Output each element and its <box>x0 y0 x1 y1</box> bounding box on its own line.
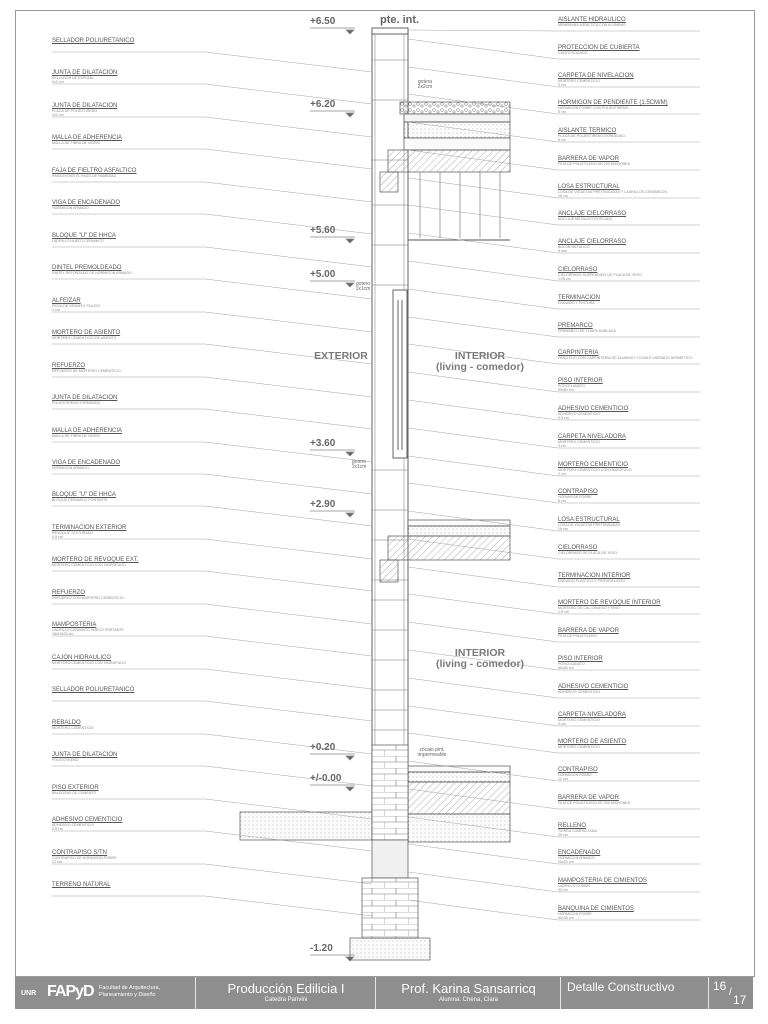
annotation-desc: FILM DE POLIETILENO <box>558 634 597 638</box>
page-total: 17 <box>733 993 747 1007</box>
right-annotation <box>558 573 630 583</box>
leader-line <box>408 706 558 726</box>
annotation-title: LOSA ESTRUCTURAL <box>558 517 620 523</box>
annotation-desc: MORTERO CEMENTICIO CON HIDROFUGO <box>52 661 126 665</box>
annotation-desc: BALDOSAS DE CEMENTO <box>52 791 97 795</box>
annotation-desc: ENDUIDO PLASTICO Y PINTURA LATEX <box>558 579 626 583</box>
annotation-desc: HORMIGON POBRE 8 cm <box>558 495 592 504</box>
left-annotation <box>52 330 120 340</box>
annotation-desc: MALLA DE FIBRA DE VIDRIO <box>52 141 101 145</box>
annotation-title: PROTECCION DE CUBIERTA <box>558 45 640 51</box>
right-annotation <box>558 378 603 392</box>
annotation-title: PISO EXTERIOR <box>52 785 99 791</box>
annotation-desc: MORTERO CEMENTICIO 3 cm <box>558 718 600 727</box>
leader-line <box>205 84 372 104</box>
annotation-title: RELLENO <box>558 823 587 829</box>
page-separator: / <box>729 987 732 998</box>
annotation-title: ADHESIVO CEMENTICIO <box>558 406 629 412</box>
annotation-desc: CIELORRASO DE PLACA DE YESO <box>558 551 618 555</box>
leader-line <box>408 678 558 698</box>
annotation-title: MAMPOSTERIA <box>52 622 97 628</box>
professor-cell <box>375 977 561 1009</box>
leader-line <box>408 289 558 309</box>
left-annotation <box>52 785 99 795</box>
annotation-desc: CIELORRASO SUSPENDIDO DE PLACA DE YESO 1.25 cm <box>558 273 642 282</box>
annotation-desc: MORTERO CEMENTICIO CON HIDROFUGO 2 cm <box>558 468 632 477</box>
annotation-desc: LADRILLO CERAMICO HUECO PORTANTE 18x19x33 cm <box>52 628 124 637</box>
leader-line <box>408 261 558 281</box>
right-annotation <box>558 73 634 87</box>
right-annotation <box>558 600 661 614</box>
right-annotation <box>558 795 630 805</box>
annotation-title: ANCLAJE CIELORRASO <box>558 239 627 245</box>
annotation-title: CARPETA NIVELADORA <box>558 434 626 440</box>
annotation-title: TERMINACION INTERIOR <box>558 573 631 579</box>
level-arrow <box>346 756 354 760</box>
annotation-title: PISO INTERIOR <box>558 378 603 384</box>
right-annotation <box>558 156 630 166</box>
title-block <box>15 977 753 1009</box>
left-annotation <box>52 70 117 84</box>
annotation-desc: MORTERO CEMENTICIO DE ASIENTO <box>52 336 117 340</box>
annotation-title: CONTRAPISO S/TN <box>52 850 108 856</box>
annotation-title: CONTRAPISO <box>558 767 598 773</box>
right-annotation <box>558 128 625 142</box>
right-annotation <box>558 462 632 476</box>
left-annotation <box>52 687 134 693</box>
annotation-desc: ANCLAJE METALICO ROSCADO <box>558 217 613 221</box>
annotation-desc: PORCELANATO 60x60 cm <box>558 662 585 671</box>
annotation-desc: POLIESTIRENO EXPANDIDO <box>52 401 101 405</box>
left-annotation <box>52 590 124 600</box>
leader-line <box>205 539 372 559</box>
student-name: Alumna: Chena, Clara <box>438 997 499 1003</box>
annotation-title: CARPETA DE NIVELACION <box>558 73 634 79</box>
leader-line <box>205 409 372 429</box>
annotation-title: ADHESIVO CEMENTICIO <box>558 684 629 690</box>
annotation-title: ENCADENADO <box>558 850 601 856</box>
annotation-title: BARRERA DE VAPOR <box>558 628 619 634</box>
annotation-title: TERRENO NATURAL <box>52 882 111 888</box>
leader-line <box>205 182 372 202</box>
left-annotation <box>52 492 116 502</box>
leader-line <box>408 900 558 920</box>
annotation-title: CARPETA NIVELADORA <box>558 712 626 718</box>
annotation-desc: CANTO RODADO <box>558 51 588 55</box>
level-arrow <box>346 787 354 791</box>
interior-label-upper: INTERIOR (living - comedor) <box>435 350 525 373</box>
leader-line <box>408 567 558 587</box>
right-annotation <box>558 295 600 305</box>
annotation-title: TERMINACION <box>558 295 600 301</box>
annotation-desc: DINTEL REFORZADO DE HORMIGON ARMADO <box>52 271 132 275</box>
annotation-desc: FILM DE POLIETILENO DE 200 MICRONES <box>558 801 631 805</box>
annotation-desc: MEMBRANA ASFALTICA CON ALUMINIO <box>558 23 626 27</box>
annotation-title: CAJON HIDRAULICO <box>52 655 112 661</box>
annotation-desc: PIEZA DE GRANITO PULIDO 2 cm <box>52 304 100 313</box>
right-annotation <box>558 739 626 749</box>
annotation-desc: MORTERO CEMENTICIO <box>52 726 94 730</box>
left-annotation <box>52 460 120 470</box>
sheet-title-cell <box>560 977 709 1009</box>
annotation-desc: ADHESIVO CEMENTICIO 0.5 cm <box>558 412 601 421</box>
annotation-title: MALLA DE ADHERENCIA <box>52 428 123 434</box>
right-annotation <box>558 350 692 360</box>
left-annotation <box>52 525 126 539</box>
annotation-title: REFUERZO <box>52 363 85 369</box>
leader-line <box>408 428 558 448</box>
annotation-desc: ADHESIVO CEMENTICIO <box>558 690 601 694</box>
left-annotation <box>52 395 117 405</box>
left-annotation <box>52 103 117 117</box>
leader-line <box>408 30 558 31</box>
annotation-desc: CONTRAPISO DE HORMIGON POBRE 12 cm <box>52 856 117 865</box>
professor-name: Prof. Karina Sansarricq <box>401 981 536 996</box>
right-annotation <box>558 628 619 638</box>
annotation-title: AISLANTE TERMICO <box>558 128 617 134</box>
zocalo-note: zócalo pint. impermeable <box>417 747 447 758</box>
annotation-desc: ADHESIVO CEMENTICIO 0.5 cm <box>52 823 95 832</box>
leader-line <box>408 594 558 614</box>
annotation-desc: PARA EVITAR EL PASO DE HUMEDAD <box>52 174 117 178</box>
annotation-desc: MORTERO CEMENTICIO <box>558 745 600 749</box>
annotation-title: BLOQUE "U" DE HHCA <box>52 492 116 498</box>
leader-line <box>205 734 372 754</box>
chair-name: Catedra Panvini <box>264 997 308 1003</box>
right-annotation <box>558 712 626 726</box>
right-annotation <box>558 45 639 55</box>
course-cell <box>195 977 376 1009</box>
annotation-title: VIGA DE ENCADENADO <box>52 460 121 466</box>
annotation-desc: LOSA DE VIGUETAS PRETENSADAS 16 cm <box>558 523 621 532</box>
level-arrow <box>346 239 354 243</box>
level-marker: -1.20 <box>310 943 333 954</box>
annotation-title: CIELORRASO <box>558 545 598 551</box>
leader-line <box>205 571 372 591</box>
annotation-desc: ENDUIDO Y PINTURA <box>558 301 595 305</box>
leader-line <box>408 456 558 476</box>
annotation-title: MALLA DE ADHERENCIA <box>52 135 123 141</box>
level-marker: +/-0.00 <box>310 773 342 784</box>
annotation-title: DINTEL PREMOLDEADO <box>52 265 122 271</box>
annotation-desc: MORTERO CEMENTICIO 3 cm <box>558 79 600 88</box>
leader-line <box>408 622 558 642</box>
annotation-desc: REVOQUE TEXTURADO 0.5 cm <box>52 531 94 540</box>
annotation-title: JUNTA DE DILATACION <box>52 752 118 758</box>
left-annotation <box>52 655 126 665</box>
right-annotation <box>558 767 598 781</box>
leader-line <box>205 506 372 526</box>
page-number-cell <box>708 977 754 1009</box>
annotation-desc: REFUERZO DE MORTERO CEMENTICIO <box>52 369 121 373</box>
level-marker: +5.00 <box>310 269 336 280</box>
leader-line <box>205 474 372 494</box>
right-annotation <box>558 406 628 420</box>
annotation-title: ALFEIZAR <box>52 298 81 304</box>
annotation-title: MORTERO DE REVOQUE INTERIOR <box>558 600 661 606</box>
annotation-desc: HORMIGON ARMADO 20x20 cm <box>558 856 595 865</box>
leader-line <box>205 636 372 656</box>
right-annotation <box>558 684 628 694</box>
annotation-desc: BULON METALICO 8 mm <box>558 245 590 254</box>
left-annotation <box>52 622 124 636</box>
leader-line <box>205 117 372 137</box>
annotation-title: TERMINACION EXTERIOR <box>52 525 127 531</box>
annotation-desc: REFUERZO CON MORTERO CEMENTICIO <box>52 596 124 600</box>
left-annotation <box>52 850 117 864</box>
annotation-desc: HORMIGON POBRE 12 cm <box>558 773 592 782</box>
right-annotation <box>558 267 642 281</box>
level-arrow <box>346 113 354 117</box>
annotation-title: SELLADOR POLIURETANICO <box>52 687 135 693</box>
leader-line <box>205 701 372 721</box>
left-annotation <box>52 200 120 210</box>
left-annotation <box>52 38 134 44</box>
left-annotation <box>52 752 117 762</box>
right-annotation <box>558 100 668 114</box>
right-annotation <box>558 517 620 531</box>
fapyd-logo: FAPyD <box>47 983 94 1000</box>
right-annotation <box>558 184 667 198</box>
annotation-title: MORTERO DE ASIENTO <box>52 330 121 336</box>
level-arrow <box>346 513 354 517</box>
annotation-title: LOSA ESTRUCTURAL <box>558 184 620 190</box>
leader-line <box>205 766 372 786</box>
leader-line <box>205 214 372 234</box>
annotation-desc: TIERRA COMPACTADA 20 cm <box>558 829 597 838</box>
left-annotation <box>52 428 122 438</box>
leader-line <box>408 844 558 864</box>
annotation-desc: HORMIGON ARMADO <box>52 466 89 470</box>
level-arrow <box>346 30 354 34</box>
leader-line <box>205 247 372 267</box>
leader-line <box>205 279 372 299</box>
leader-line <box>205 864 372 884</box>
left-annotation <box>52 168 136 178</box>
annotation-desc: POLIESTIRENO <box>52 758 79 762</box>
annotation-title: FAJA DE FIELTRO ASFALTICO <box>52 168 137 174</box>
interior-label-lower: INTERIOR (living - comedor) <box>435 647 525 670</box>
left-annotation <box>52 233 116 243</box>
annotation-title: JUNTA DE DILATACION <box>52 103 118 109</box>
annotation-title: ADHESIVO CEMENTICIO <box>52 817 123 823</box>
level-marker: +6.20 <box>310 99 336 110</box>
left-annotation <box>52 557 139 567</box>
annotation-title: MORTERO DE ASIENTO <box>558 739 627 745</box>
annotation-title: MORTERO DE REVOQUE EXT. <box>52 557 139 563</box>
annotation-desc: SELLADOR DE ESPUMA 2x2 cm <box>52 76 94 85</box>
level-arrow <box>346 452 354 456</box>
annotation-desc: PAÑO FIJO CON CARPINTERIA DE ALUMINIO Y DOBLE VIDRIADO HERMETICO <box>558 356 693 360</box>
annotation-title: JUNTA DE DILATACION <box>52 70 118 76</box>
leader-line <box>408 233 558 253</box>
annotation-desc: HORMIGON ARMADO <box>52 206 89 210</box>
leader-line <box>205 669 372 689</box>
annotation-title: PREMARCO <box>558 323 593 329</box>
annotation-title: MORTERO CEMENTICIO <box>558 462 628 468</box>
annotation-desc: LADRILLO COMUN 30 cm <box>558 884 590 893</box>
leader-line <box>205 896 372 916</box>
left-annotation <box>52 135 122 145</box>
leader-line <box>205 604 372 624</box>
gotero-note-top: gotera 2x2cm <box>417 79 433 90</box>
annotation-title: BARRERA DE VAPOR <box>558 795 619 801</box>
right-annotation <box>558 323 616 333</box>
annotation-title: BARRERA DE VAPOR <box>558 156 619 162</box>
annotation-title: REFUERZO <box>52 590 85 596</box>
annotation-desc: HORMIGON POBRE 40x30 cm <box>558 912 592 921</box>
leader-line <box>408 205 558 225</box>
leader-line <box>205 377 372 397</box>
annotation-desc: PORCELANATO 60x60 cm <box>558 384 585 393</box>
right-annotation <box>558 489 598 503</box>
right-annotation <box>558 906 634 920</box>
right-annotation <box>558 434 626 448</box>
annotation-title: VIGA DE ENCADENADO <box>52 200 121 206</box>
annotation-title: BANQUINA DE CIMIENTOS <box>558 906 634 912</box>
annotation-desc: PLACA DE POLIESTIRENO 2x2 cm <box>52 109 98 118</box>
annotation-title: AISLANTE HIDRAULICO <box>558 17 626 23</box>
annotation-desc: PREMARCO DE CHAPA DOBLADA <box>558 329 616 333</box>
left-annotation <box>52 817 122 831</box>
leader-line <box>205 52 372 72</box>
leader-line <box>408 400 558 420</box>
annotation-desc: LADRILLO HUECO CERAMICO <box>52 239 104 243</box>
leader-line <box>408 483 558 503</box>
left-annotation <box>52 882 111 888</box>
annotation-title: SELLADOR POLIURETANICO <box>52 38 135 44</box>
course-title: Producción Edilicia I <box>227 981 345 996</box>
leader-line <box>408 872 558 892</box>
annotation-title: CONTRAPISO <box>558 489 598 495</box>
annotation-desc: BLOQUE CERAMICO PORTANTE <box>52 498 108 502</box>
right-annotation <box>558 850 600 864</box>
right-annotation <box>558 239 626 253</box>
right-annotation <box>558 823 597 837</box>
annotation-desc: MORTERO DE CAL GRUESO Y FINO 1.5 cm <box>558 606 620 615</box>
annotation-title: BLOQUE "U" DE HHCA <box>52 233 116 239</box>
annotation-title: JUNTA DE DILATACION <box>52 395 118 401</box>
annotation-desc: PLACA DE POLIESTIRENO EXPANDIDO 5 cm <box>558 134 626 143</box>
annotation-desc: MORTERO CEMENTICIO 3 cm <box>558 440 600 449</box>
level-marker: +0.20 <box>310 742 336 753</box>
level-marker: +3.60 <box>310 438 336 449</box>
annotation-desc: MALLA DE FIBRA DE VIDRIO <box>52 434 101 438</box>
annotation-desc: LOSA DE VIGUETAS PRETENSADAS Y LADRILLOS CERAMICOS 16 cm <box>558 190 667 199</box>
exterior-label: EXTERIOR <box>314 350 368 362</box>
annotation-title: CIELORRASO <box>558 267 598 273</box>
school-name: Facultad de Arquitectura, Planeamiento y Diseño <box>99 985 161 998</box>
right-annotation <box>558 211 626 221</box>
annotation-desc: FILM DE POLIETILENO DE 200 MICRONES <box>558 162 631 166</box>
annotation-title: ANCLAJE CIELORRASO <box>558 211 627 217</box>
left-annotation <box>52 363 121 373</box>
annotation-title: PISO INTERIOR <box>558 656 603 662</box>
leader-line <box>205 149 372 169</box>
left-annotation <box>52 298 100 312</box>
leader-line <box>408 372 558 392</box>
leader-line <box>408 178 558 198</box>
annotation-title: REBALDO <box>52 720 81 726</box>
gotero-note-lintel: gotero 1x1cm <box>355 281 371 292</box>
right-annotation <box>558 878 647 892</box>
leader-line <box>205 312 372 332</box>
annotation-desc: MORTERO CEMENTICIO CON HIDROFUGO <box>52 563 126 567</box>
leader-line <box>408 317 558 337</box>
level-marker: +6.50 <box>310 16 336 27</box>
left-annotation <box>52 720 94 730</box>
annotation-title: HORMIGON DE PENDIENTE (1.5CM/M) <box>558 100 668 106</box>
gotero-note-sill: gotero 1x1cm <box>351 459 367 470</box>
sheet-title: Detalle Constructivo <box>567 980 675 994</box>
top-level-label: pte. int. <box>380 14 420 26</box>
left-annotation <box>52 265 132 275</box>
level-marker: +5.60 <box>310 225 336 236</box>
leader-line <box>408 39 558 59</box>
right-annotation <box>558 656 603 670</box>
annotation-title: MAMPOSTERIA DE CIMIENTOS <box>558 878 647 884</box>
annotation-desc: HORMIGON POBRE CON POLIESTIRENO 8 cm <box>558 106 629 115</box>
right-annotation <box>558 17 626 27</box>
annotation-title: CARPINTERIA <box>558 350 599 356</box>
unr-logo: UNR <box>21 990 37 997</box>
right-annotation <box>558 545 617 555</box>
level-marker: +2.90 <box>310 499 336 510</box>
page-number: 16 <box>713 979 727 993</box>
